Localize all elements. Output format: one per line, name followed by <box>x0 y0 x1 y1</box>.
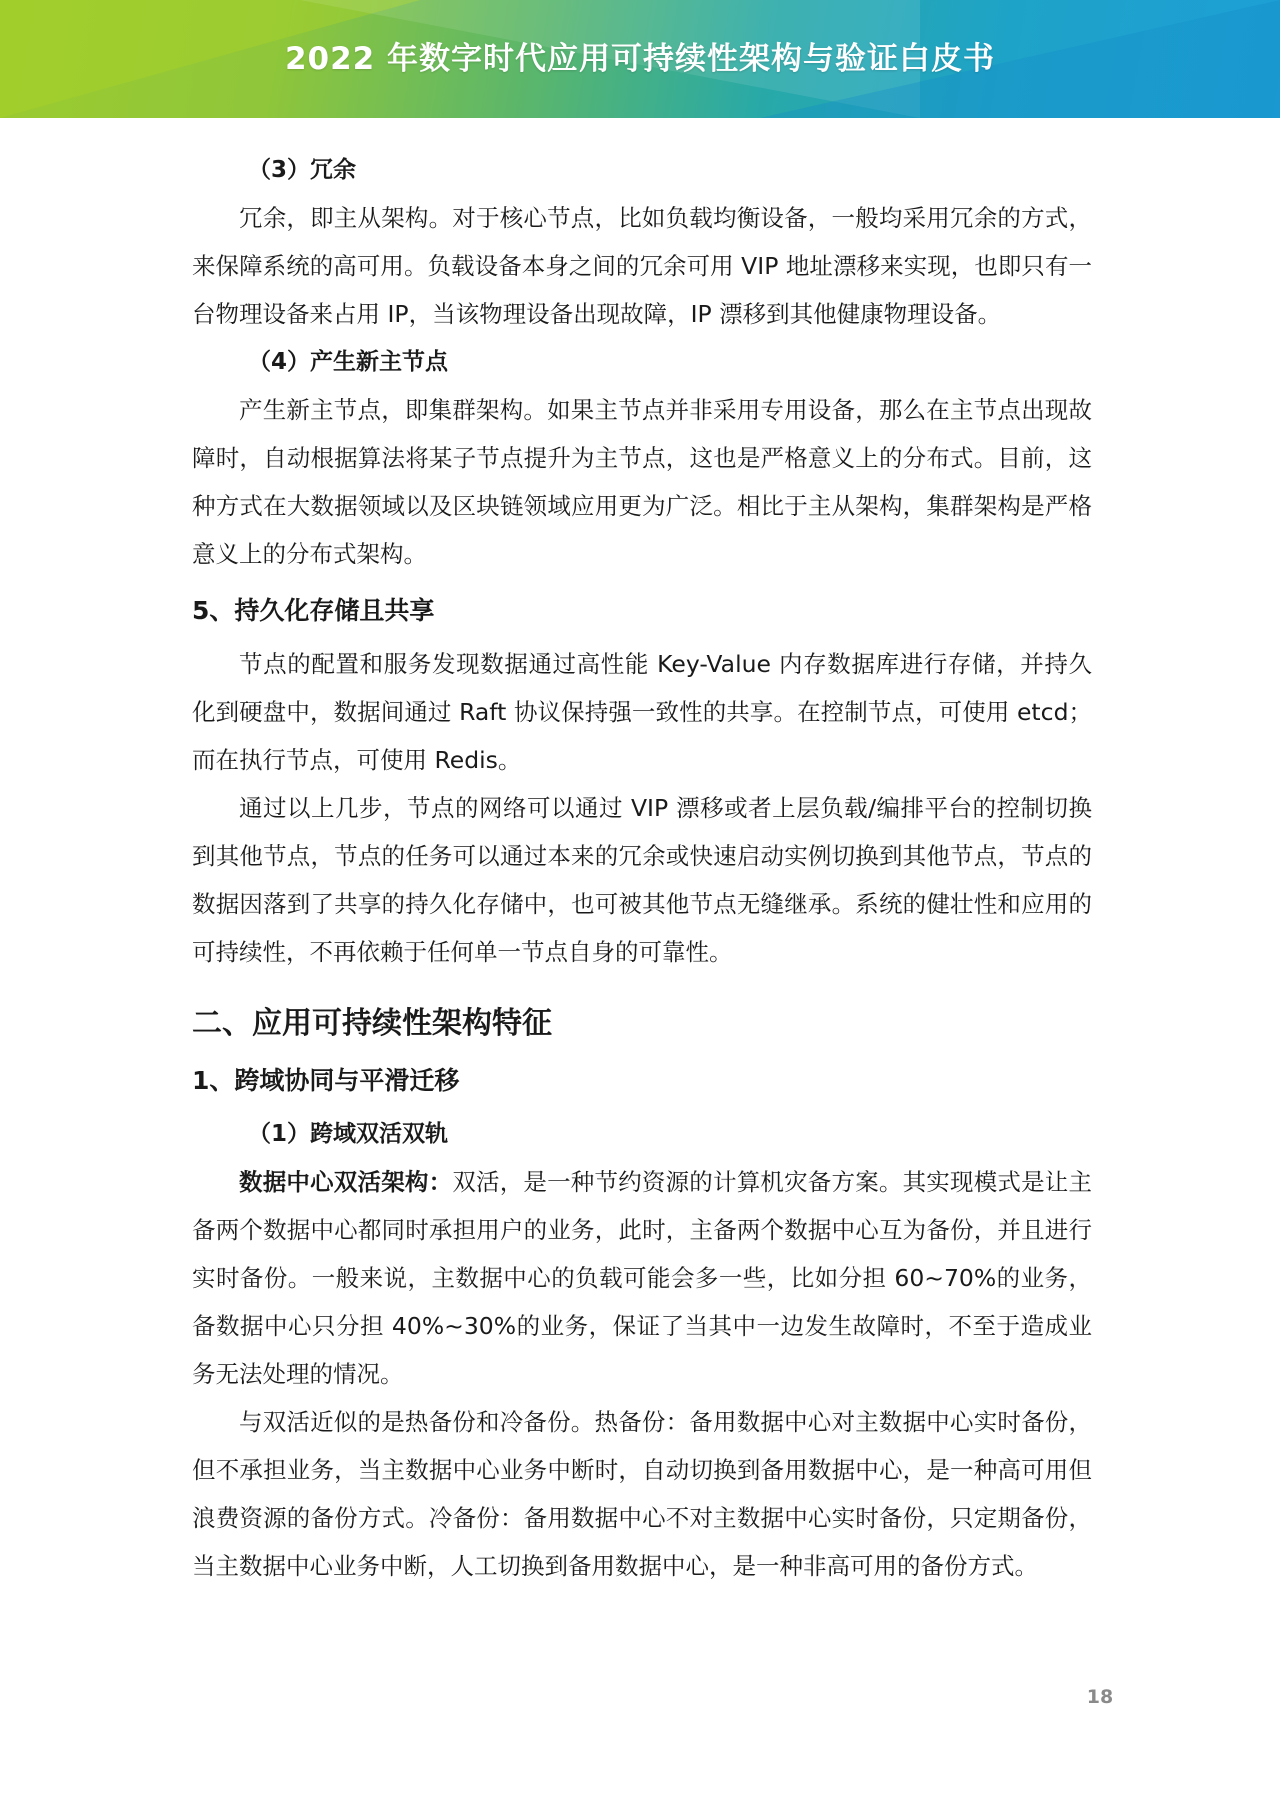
section-heading-persistent-storage: 5、持久化存储且共享 <box>192 596 435 625</box>
paragraph-new-master: 产生新主节点，即集群架构。如果主节点并非采用专用设备，那么在主节点出现故障时，自动根据算法将某子节点提升为主节点，这也是严格意义上的分布式。目前，这种方式在大数据领域以及区块链领域应用更为广泛。相比于主从架构，集群架构是严格意义上的分布式架构。 <box>192 396 1092 568</box>
subsection-heading-dual-active: （1）跨域双活双轨 <box>248 1121 449 1147</box>
paragraph-persistent-storage-2: 通过以上几步，节点的网络可以通过 VIP 漂移或者上层负载/编排平台的控制切换到其他节点，节点的任务可以通过本来的冗余或快速启动实例切换到其他节点，节点的数据因落到了共享的持久化存储中，也可被其他节点无缝继承。系统的健壮性和应用的可持续性，不再依赖于任何单一节点自身的可靠性。 <box>192 794 1092 966</box>
paragraph-dual-active-2: 与双活近似的是热备份和冷备份。热备份：备用数据中心对主数据中心实时备份，但不承担业务，当主数据中心业务中断时，自动切换到备用数据中心，是一种高可用但浪费资源的备份方式。冷备份：备用数据中心不对主数据中心实时备份，只定期备份，当主数据中心业务中断，人工切换到备用数据中心，是一种非高可用的备份方式。 <box>192 1408 1092 1580</box>
paragraph-dual-active-1 <box>192 1158 1092 1398</box>
paragraph-persistent-storage-1: 节点的配置和服务发现数据通过高性能 Key-Value 内存数据库进行存储，并持久化到硬盘中，数据间通过 Raft 协议保持强一致性的共享。在控制节点，可使用 etcd；而在执行节点，可使用 Redis。 <box>192 650 1092 774</box>
subsection-heading-new-master: （4）产生新主节点 <box>248 349 449 375</box>
page-number: 18 <box>1086 1686 1114 1708</box>
page-content <box>192 146 1092 1590</box>
paragraph-text: 双活，是一种节约资源的计算机灾备方案。其实现模式是让主备两个数据中心都同时承担用户的业务，此时，主备两个数据中心互为备份，并且进行实时备份。一般来说，主数据中心的负载可能会多一些，比如分担 60~70%的业务，备数据中心只分担 40%~30%的业务，保证了当其中一边发生故障时，不至于造成业务无法处理的情况。 <box>192 1168 1093 1388</box>
paragraph-redundancy: 冗余，即主从架构。对于核心节点，比如负载均衡设备，一般均采用冗余的方式，来保障系统的高可用。负载设备本身之间的冗余可用 VIP 地址漂移来实现，也即只有一台物理设备来占用 IP，当该物理设备出现故障，IP 漂移到其他健康物理设备。 <box>192 204 1092 328</box>
chapter-heading: 二、应用可持续性架构特征 <box>192 1006 552 1041</box>
header-banner <box>0 0 1280 118</box>
lead-term: 数据中心双活架构： <box>239 1168 453 1196</box>
document-title: 2022 年数字时代应用可持续性架构与验证白皮书 <box>284 41 996 77</box>
subsection-heading-redundancy: （3）冗余 <box>248 157 357 183</box>
section-heading-cross-domain: 1、跨域协同与平滑迁移 <box>192 1066 460 1095</box>
